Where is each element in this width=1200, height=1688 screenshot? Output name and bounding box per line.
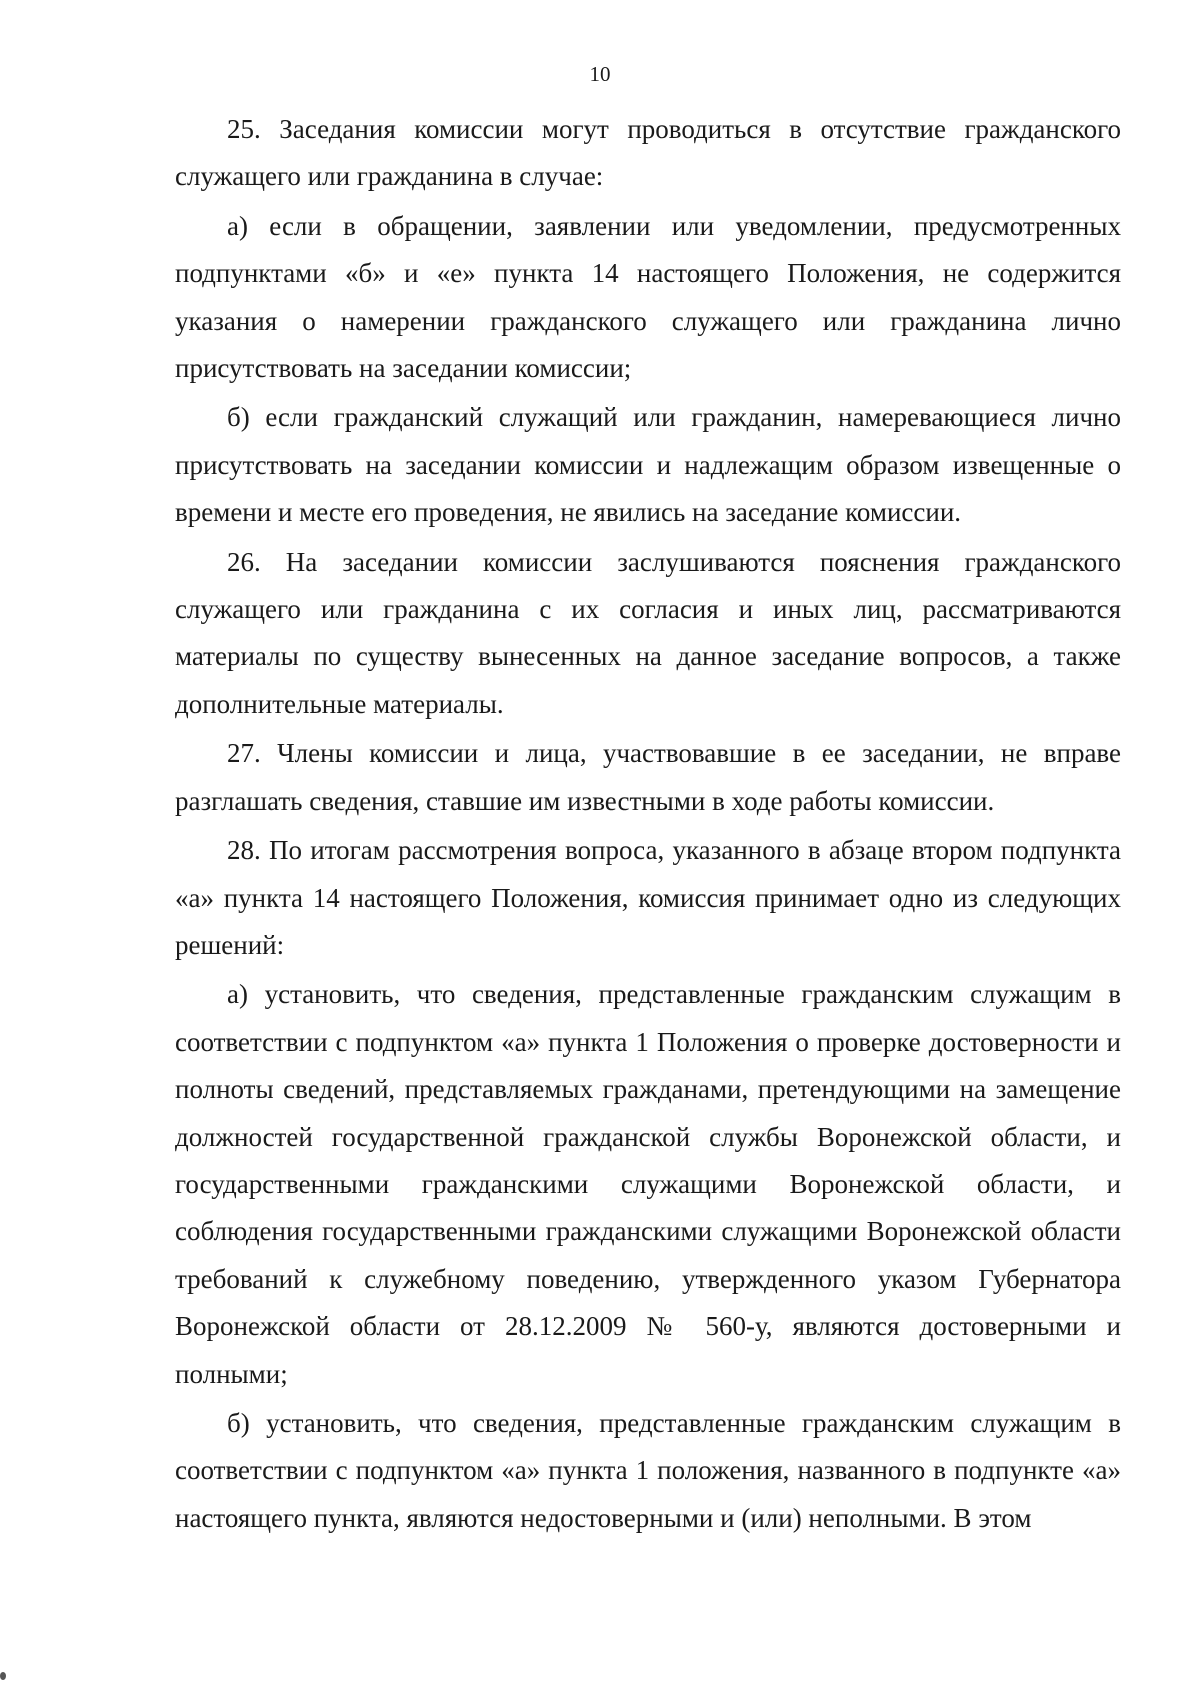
page-number: 10	[589, 62, 611, 86]
paragraph-25: 25. Заседания комиссии могут проводиться в отсутствие гражданского служащего или гражданина в случае:	[175, 114, 1121, 192]
paragraph-25-b: б) если гражданский служащий или гражданин, намеревающиеся лично присутствовать на заседании комиссии и надлежащим образом извещенные о времени и месте его проведения, не явились на заседание комиссии.	[175, 402, 1121, 528]
paragraph-26: 26. На заседании комиссии заслушиваются пояснения гражданского служащего или гражданина с их согласия и иных лиц, рассматриваются материалы по существу вынесенных на данное заседание вопросов, а также дополнительные материалы.	[175, 546, 1121, 719]
paragraph-25-a: а) если в обращении, заявлении или уведомлении, предусмотренных подпунктами «б» и «е» пункта 14 настоящего Положения, не содержится указания о намерении гражданского служащего или гражданина лично присутствовать на заседании комиссии;	[175, 210, 1121, 384]
paragraph-27: 27. Члены комиссии и лица, участвовавшие в ее заседании, не вправе разглашать сведения, ставшие им известными в ходе работы комиссии.	[175, 738, 1121, 816]
paragraph-28-b: б) установить, что сведения, представленные гражданским служащим в соответствии с подпунктом «а» пункта 1 положения, названного в подпункте «а» настоящего пункта, являются недостоверными и (или) неполными. В этом	[175, 1407, 1121, 1533]
document-body	[175, 106, 1121, 1544]
scan-artifact-dot	[0, 1672, 6, 1680]
paragraph-28: 28. По итогам рассмотрения вопроса, указанного в абзаце втором подпункта «а» пункта 14 настоящего Положения, комиссия принимает одно из следующих решений:	[175, 835, 1121, 960]
paragraph-28-a: а) установить, что сведения, представленные гражданским служащим в соответствии с подпунктом «а» пункта 1 Положения о проверке достоверности и полноты сведений, представляемых гражданами, претендующими на замещение должностей государственной гражданской службы Воронежской области, и государственными гражданскими служащими Воронежской области, и соблюдения государственными гражданскими служащими Воронежской области требований к служебному поведению, утвержденного указом Губернатора Воронежской области от 28.12.2009 № 560-у, являются достоверными и полными;	[175, 979, 1121, 1389]
